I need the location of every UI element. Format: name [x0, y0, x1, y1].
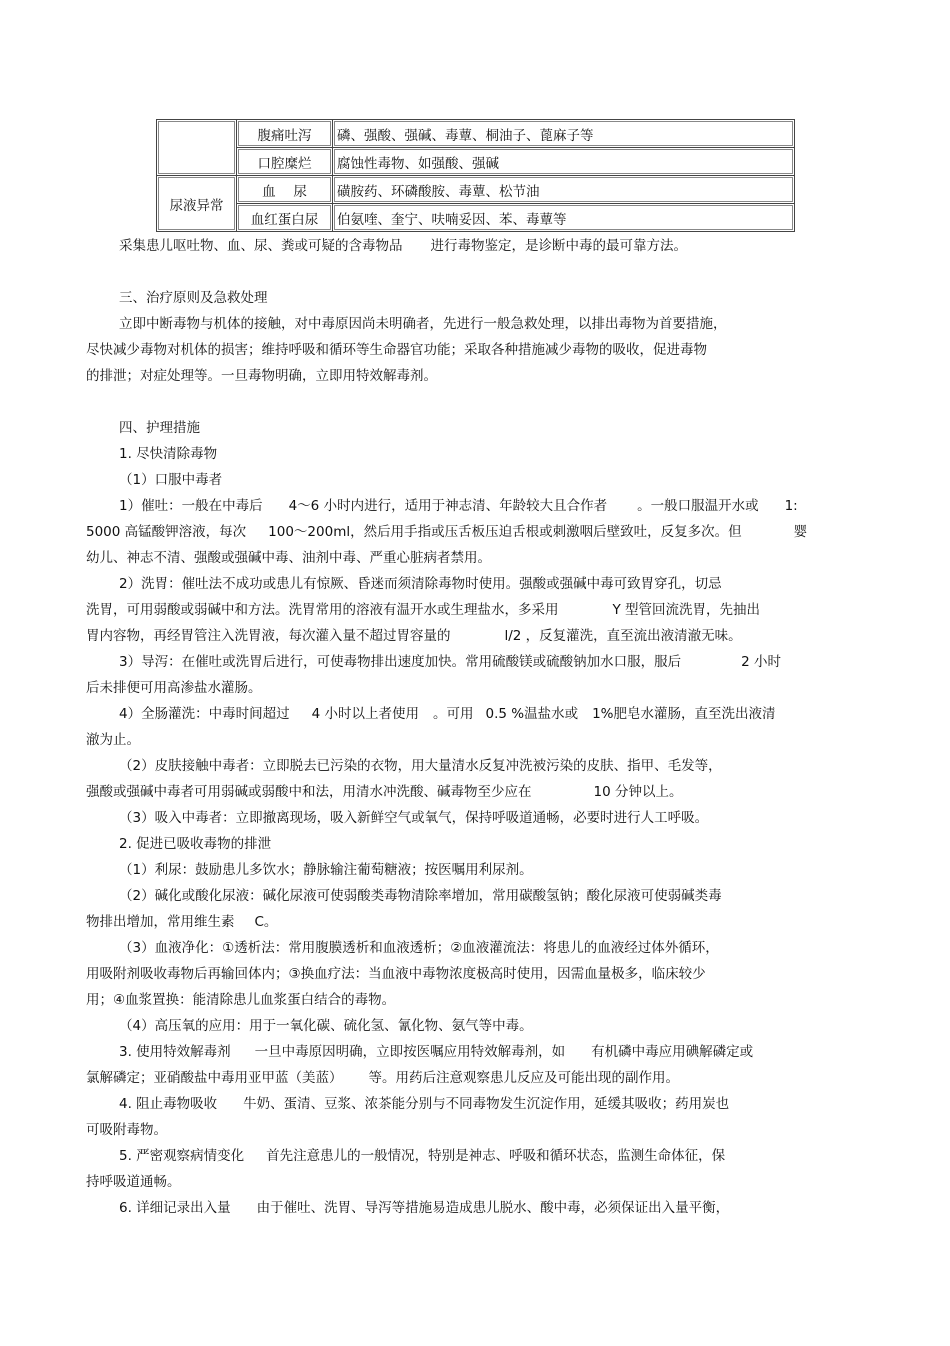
- text-span: 由于催吐、洗胃、导泻等措施易造成患儿脱水、酸中毒，必须保证出入量平衡，: [256, 1200, 730, 1216]
- text-line: [86, 990, 866, 1010]
- text-span: （1）利尿：鼓励患儿多饮水；静脉输注葡萄糖液；按医嘱用利尿剂。: [119, 862, 533, 878]
- text-span: 2 小时: [741, 654, 781, 670]
- text-line: [119, 236, 899, 256]
- text-span: 一旦中毒原因明确，立即按医嘱应用特效解毒剂，如: [254, 1044, 566, 1060]
- text-span: 首先注意患儿的一般情况，特别是神志、呼吸和循环状态，监测生命体征，保: [266, 1148, 726, 1164]
- text-span: 有机磷中毒应用碘解磷定或: [591, 1044, 754, 1060]
- text-line: [119, 652, 899, 672]
- text-span: 。一般口服温开水或: [637, 498, 759, 514]
- text-span: 洗胃，可用弱酸或弱碱中和方法。洗胃常用的溶液有温开水或生理盐水，多采用: [86, 602, 559, 618]
- table-cell-category: [157, 120, 237, 176]
- text-line: [119, 1146, 899, 1166]
- text-line: [119, 314, 899, 334]
- text-span: 3）导泻：在催吐或洗胃后进行，可使毒物排出速度加快。常用硫酸镁或硫酸钠加水口服，服后: [119, 654, 682, 670]
- text-span: 的排泄；对症处理等。一旦毒物明确，立即用特效解毒剂。: [86, 368, 437, 384]
- text-span: l/2 ，反复灌洗，直至流出液清澈无味。: [504, 628, 742, 644]
- table-row: [157, 120, 795, 148]
- text-line: [86, 548, 866, 568]
- table-cell-symptom: 腹痛吐泻: [237, 120, 333, 148]
- text-span: 10 分钟以上。: [593, 784, 683, 800]
- text-span: 0.5 %温盐水或: [485, 706, 579, 722]
- text-line: [119, 574, 899, 594]
- text-span: （1）口服中毒者: [119, 472, 223, 488]
- text-span: 立即中断毒物与机体的接触，对中毒原因尚未明确者，先进行一般急救处理，以排出毒物为首要措施，: [119, 316, 727, 332]
- text-span: 5. 严密观察病情变化: [119, 1148, 245, 1164]
- text-span: 物排出增加，常用维生素: [86, 914, 235, 930]
- text-line: [119, 756, 899, 776]
- text-line: [86, 782, 866, 802]
- text-span: 尽快减少毒物对机体的损害；维持呼吸和循环等生命器官功能；采取各种措施减少毒物的吸收，促进毒物: [86, 342, 707, 358]
- text-span: 3. 使用特效解毒剂: [119, 1044, 231, 1060]
- text-line: [119, 470, 899, 490]
- text-span: 等。用药后注意观察患儿反应及可能出现的副作用。: [368, 1070, 679, 1086]
- text-line: [86, 366, 866, 386]
- text-span: 4～6 小时内进行，适用于神志清、年龄较大且合作者: [288, 498, 608, 514]
- text-span: 持呼吸道通畅。: [86, 1174, 181, 1190]
- section-heading: [119, 418, 899, 438]
- table-cell-symptom: 血 尿: [237, 176, 333, 204]
- text-span: Y 型管回流洗胃，先抽出: [612, 602, 761, 618]
- text-span: 氯解磷定；亚硝酸盐中毒用亚甲蓝（美蓝）: [86, 1070, 343, 1086]
- text-line: [86, 730, 866, 750]
- text-span: 用；④血浆置换：能清除患儿血浆蛋白结合的毒物。: [86, 992, 396, 1008]
- text-line: [86, 600, 866, 620]
- text-line: [119, 938, 899, 958]
- subsection-heading: [119, 834, 899, 854]
- text-line: [86, 340, 866, 360]
- text-span: 4 小时以上者使用: [311, 706, 419, 722]
- text-span: 澈为止。: [86, 732, 140, 748]
- text-span: 强酸或强碱中毒者可用弱碱或弱酸中和法，用清水冲洗酸、碱毒物至少应在: [86, 784, 532, 800]
- text-line: [86, 912, 866, 932]
- text-span: 100～200ml，然后用手指或压舌板压迫舌根或刺激咽后壁致吐，反复多次。但: [268, 524, 742, 540]
- text-span: （2）皮肤接触中毒者：立即脱去已污染的衣物，用大量清水反复冲洗被污染的皮肤、指甲、毛发等，: [119, 758, 722, 774]
- text-line: [119, 808, 899, 828]
- text-line: [86, 1172, 866, 1192]
- text-span: 后未排便可用高渗盐水灌肠。: [86, 680, 262, 696]
- text-line: [86, 678, 866, 698]
- text-line: [86, 1120, 866, 1140]
- text-span: 4）全肠灌洗：中毒时间超过: [119, 706, 290, 722]
- text-span: （3）血液净化：①透析法：常用腹膜透析和血液透析；②血液灌流法：将患儿的血液经过体外循环，: [119, 940, 719, 956]
- text-span: 5000 高锰酸钾溶液，每次: [86, 524, 247, 540]
- table-row: [157, 148, 795, 176]
- text-span: 三、治疗原则及急救处理: [119, 290, 268, 306]
- table-cell-symptom: 血红蛋白尿: [237, 204, 333, 232]
- table-row: [157, 204, 795, 232]
- text-span: 1. 尽快清除毒物: [119, 446, 218, 462]
- text-line: [119, 704, 899, 724]
- text-span: 婴: [793, 524, 808, 540]
- text-span: 可吸附毒物。: [86, 1122, 167, 1138]
- text-span: 用吸附剂吸收毒物后再输回体内；③换血疗法：当血液中毒物浓度极高时使用，因需血量极多，临床较少: [86, 966, 706, 982]
- text-span: 2. 促进已吸收毒物的排泄: [119, 836, 272, 852]
- text-span: 2）洗胃：催吐法不成功或患儿有惊厥、昏迷而须清除毒物时使用。强酸或强碱中毒可致胃穿孔，切忌: [119, 576, 722, 592]
- text-span: 1:: [784, 498, 798, 514]
- text-span: 1）催吐：一般在中毒后: [119, 498, 263, 514]
- table-cell-causes: 腐蚀性毒物、如强酸、强碱: [333, 148, 795, 176]
- table-cell-category: 尿液异常: [157, 176, 237, 232]
- text-span: （3）吸入中毒者：立即撤离现场，吸入新鲜空气或氧气，保持呼吸道通畅，必要时进行人工呼吸。: [119, 810, 709, 826]
- text-span: 采集患儿呕吐物、血、尿、粪或可疑的含毒物品: [119, 238, 403, 254]
- text-line: [119, 496, 899, 516]
- text-span: 。可用: [432, 706, 474, 722]
- table-row: [157, 176, 795, 204]
- text-span: 牛奶、蛋清、豆浆、浓茶能分别与不同毒物发生沉淀作用，延缓其吸收；药用炭也: [243, 1096, 730, 1112]
- text-line: [119, 860, 899, 880]
- text-span: 1%肥皂水灌肠，直至洗出液清: [592, 706, 776, 722]
- text-line: [119, 886, 899, 906]
- text-span: 4. 阻止毒物吸收: [119, 1096, 218, 1112]
- subsection-heading: [119, 444, 899, 464]
- text-line: [119, 1198, 899, 1218]
- text-span: 幼儿、神志不清、强酸或强碱中毒、油剂中毒、严重心脏病者禁用。: [86, 550, 491, 566]
- section-heading: [119, 288, 899, 308]
- table-cell-causes: 磺胺药、环磷酸胺、毒蕈、松节油: [333, 176, 795, 204]
- text-span: 四、护理措施: [119, 420, 200, 436]
- text-span: 6. 详细记录出入量: [119, 1200, 231, 1216]
- text-line: [86, 1068, 866, 1088]
- text-line: [119, 1016, 899, 1036]
- text-line: [86, 964, 866, 984]
- text-line: [86, 522, 866, 542]
- text-span: C。: [254, 914, 278, 930]
- text-span: 胃内容物，再经胃管注入洗胃液，每次灌入量不超过胃容量的: [86, 628, 451, 644]
- poisoning-symptom-table: [156, 119, 795, 232]
- text-span: （4）高压氧的应用：用于一氧化碳、硫化氢、氰化物、氨气等中毒。: [119, 1018, 533, 1034]
- text-span: 进行毒物鉴定，是诊断中毒的最可靠方法。: [430, 238, 687, 254]
- table-cell-causes: 磷、强酸、强碱、毒蕈、桐油子、蓖麻子等: [333, 120, 795, 148]
- text-span: （2）碱化或酸化尿液：碱化尿液可使弱酸类毒物清除率增加，常用碳酸氢钠；酸化尿液可使弱碱类毒: [119, 888, 722, 904]
- text-line: [119, 1094, 899, 1114]
- text-line: [86, 626, 866, 646]
- table-cell-causes: 伯氨喹、奎宁、呋喃妥因、苯、毒蕈等: [333, 204, 795, 232]
- table-cell-symptom: 口腔糜烂: [237, 148, 333, 176]
- text-line: [119, 1042, 899, 1062]
